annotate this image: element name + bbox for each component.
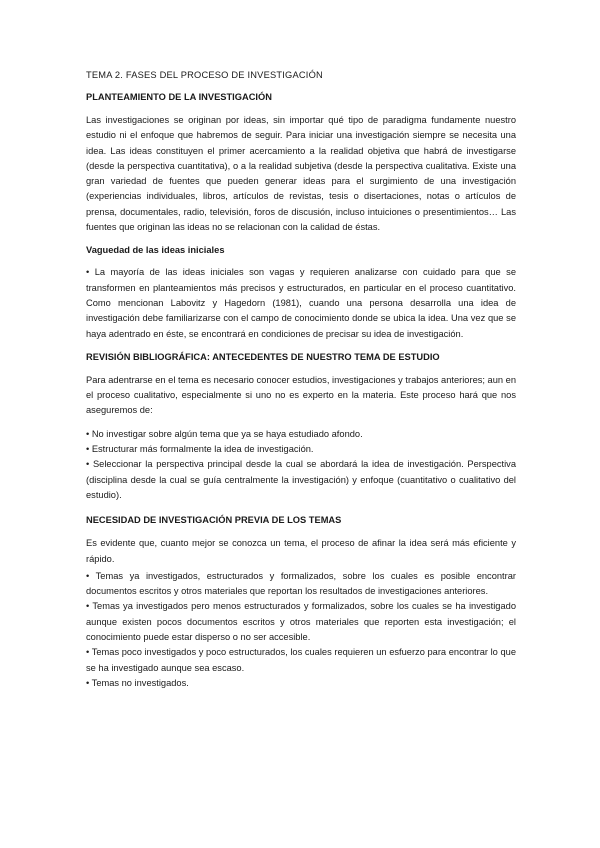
paragraph-necesidad: Es evidente que, cuanto mejor se conozca un tema, el proceso de afinar la idea será más eficiente y rápido. [86, 538, 516, 564]
subheading-vaguedad: Vaguedad de las ideas iniciales [86, 245, 225, 256]
paragraph-revision: Para adentrarse en el tema es necesario conocer estudios, investigaciones y trabajos anteriores; aun en el proceso cualitativo, especialmente si uno no es experto en la materia. Este proceso hará que nos aseguremos de: [86, 374, 516, 416]
list-item: • Temas ya investigados pero menos estructurados y formalizados, sobre los cuales se ha investigado aunque existen pocos documentos escritos y otros materiales que reporten esta investigación; el conocimiento puede estar disperso o no ser accesible. [86, 601, 516, 643]
section-heading-planteamiento: PLANTEAMIENTO DE LA INVESTIGACIÓN [86, 92, 272, 102]
list-item: • Temas no investigados. [86, 677, 189, 688]
necesidad-list [86, 569, 516, 691]
revision-list [86, 427, 516, 503]
list-item: • No investigar sobre algún tema que ya se haya estudiado afondo. [86, 428, 363, 439]
list-item: • Seleccionar la perspectiva principal desde la cual se abordará la idea de investigación. Perspectiva (disciplina desde la cual se guía centralmente la investigación) y enfoque (cuantitativo o cualitativo del estudio). [86, 459, 516, 500]
paragraph-vaguedad: • La mayoría de las ideas iniciales son vagas y requieren analizarse con cuidado para que se transformen en planteamientos más precisos y estructurados, en particular en el proceso cuantitativo. Como mencionan Labovitz y Hagedorn (1981), cuando una persona desarrolla una idea de investigación debe familiarizarse con el campo de conocimiento donde se ubica la idea. Una vez que se haya adentrado en éste, se encontrará en condiciones de precisar su idea de investigación. [86, 267, 516, 339]
topic-title: TEMA 2. FASES DEL PROCESO DE INVESTIGACIÓN [86, 70, 323, 80]
document-body [86, 70, 516, 695]
section-heading-necesidad: NECESIDAD DE INVESTIGACIÓN PREVIA DE LOS TEMAS [86, 515, 342, 526]
list-item: • Temas ya investigados, estructurados y formalizados, sobre los cuales es posible encontrar documentos escritos y otros materiales que reportan los resultados de investigaciones anteriores. [86, 570, 516, 597]
section-heading-revision: REVISIÓN BIBLIOGRÁFICA: ANTECEDENTES DE NUESTRO TEMA DE ESTUDIO [86, 351, 440, 362]
list-item: • Estructurar más formalmente la idea de investigación. [86, 444, 314, 455]
list-item: • Temas poco investigados y poco estructurados, los cuales requieren un esfuerzo para encontrar lo que se ha investigado aunque sea escaso. [86, 647, 516, 673]
paragraph-planteamiento: Las investigaciones se originan por ideas, sin importar qué tipo de paradigma fundamente nuestro estudio ni el enfoque que habremos de seguir. Para iniciar una investigación siempre se necesita una idea. Las ideas constituyen el primer acercamiento a la realidad objetiva que habrá de investigarse (desde la perspectiva cuantitativa), o a la realidad subjetiva (desde la perspectiva cualitativa. Existe una gran variedad de fuentes que pueden generar ideas para el surgimiento de una investigación (experiencias individuales, libros, artículos de revistas, tesis o disertaciones, notas o artículos de prensa, documentales, radio, televisión, foros de discusión, incluso intuiciones o presentimientos… Las fuentes que originan las ideas no se relacionan con la calidad de éstas. [86, 115, 516, 233]
